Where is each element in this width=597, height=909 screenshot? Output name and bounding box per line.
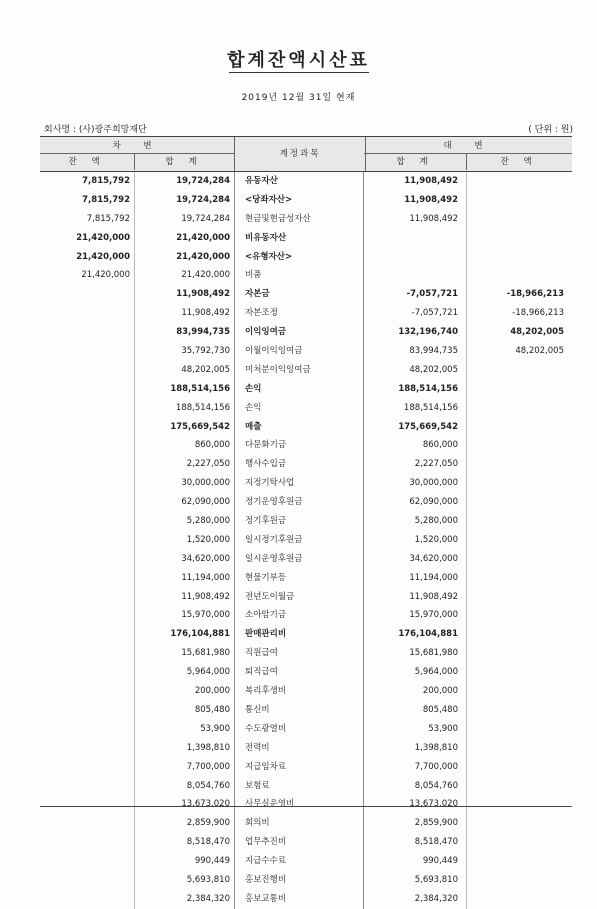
table-row [40, 852, 572, 871]
debit-balance-cell [40, 569, 134, 588]
debit-total-cell: 8,518,470 [186, 837, 230, 848]
credit-total-cell: 2,384,320 [414, 893, 458, 904]
table-row [40, 739, 572, 758]
debit-total-cell: 188,514,156 [170, 383, 230, 394]
debit-total-cell: 11,194,000 [181, 572, 230, 583]
account-name-cell: 비유동자산 [234, 229, 364, 248]
table-row [40, 455, 572, 474]
account-name-cell: 매출 [234, 418, 364, 437]
account-name-cell: 현금및현금성자산 [234, 210, 364, 229]
table-row [40, 569, 572, 588]
debit-total-cell: 188,514,156 [175, 402, 230, 413]
credit-balance-cell [466, 795, 572, 814]
credit-balance-cell [466, 172, 572, 191]
column-divider [466, 172, 467, 909]
credit-total-cell: 7,700,000 [414, 761, 458, 772]
debit-balance-cell [40, 304, 134, 323]
account-name-cell: 복리후생비 [234, 682, 364, 701]
account-name-cell: 전력비 [234, 739, 364, 758]
table-row [40, 172, 572, 191]
table-row [40, 512, 572, 531]
credit-balance-cell [466, 191, 572, 210]
credit-balance-cell [466, 682, 572, 701]
credit-total-cell: 5,693,810 [414, 874, 458, 885]
credit-balance-cell [466, 814, 572, 833]
table-row [40, 606, 572, 625]
credit-total-cell: 11,908,492 [404, 176, 458, 186]
table-row [40, 418, 572, 437]
table-row [40, 304, 572, 323]
debit-balance-cell [40, 512, 134, 531]
debit-balance-cell [40, 701, 134, 720]
table-row [40, 474, 572, 493]
debit-balance-cell [40, 285, 134, 304]
credit-balance-cell [466, 758, 572, 777]
credit-balance-cell [466, 833, 572, 852]
account-name-cell: 미처분이익잉여금 [234, 361, 364, 380]
credit-balance-cell: -18,966,213 [506, 289, 564, 300]
table-row [40, 323, 572, 342]
account-name-cell: 전년도이월금 [234, 588, 364, 607]
debit-balance-cell [40, 323, 134, 342]
account-name-cell: 정기후원금 [234, 512, 364, 531]
credit-balance-cell [466, 380, 572, 399]
account-name-cell: 자본조정 [234, 304, 364, 323]
credit-total-cell: -7,057,721 [406, 289, 458, 300]
credit-balance-cell: 48,202,005 [510, 327, 564, 338]
account-name-cell: 보험료 [234, 777, 364, 796]
debit-balance-cell [40, 606, 134, 625]
debit-total-cell: 5,693,810 [186, 874, 230, 885]
credit-total-cell: 860,000 [422, 440, 458, 451]
credit-balance-cell [466, 739, 572, 758]
debit-balance-cell: 21,420,000 [81, 270, 130, 281]
table-row [40, 890, 572, 909]
credit-total-cell: 8,054,760 [414, 780, 458, 791]
table-row [40, 266, 572, 285]
credit-total-cell: 5,964,000 [414, 667, 458, 678]
credit-balance-cell [466, 588, 572, 607]
debit-total-cell: 21,420,000 [176, 251, 230, 262]
credit-balance-cell [466, 493, 572, 512]
account-name-cell: 지정기탁사업 [234, 474, 364, 493]
table-row [40, 720, 572, 739]
debit-balance-cell: 7,815,792 [82, 194, 130, 205]
debit-total-cell: 2,384,320 [186, 893, 230, 904]
debit-balance-cell [40, 418, 134, 437]
debit-total-cell: 11,908,492 [181, 591, 230, 602]
credit-total-cell: 990,449 [422, 856, 458, 867]
credit-balance-cell [466, 229, 572, 248]
debit-balance-cell [40, 342, 134, 361]
account-name-cell: 이익잉여금 [234, 323, 364, 342]
table-bottom-border [40, 806, 572, 807]
account-name-cell: 수도광열비 [234, 720, 364, 739]
debit-total-cell: 1,520,000 [186, 534, 230, 545]
debit-total-cell: 48,202,005 [181, 364, 230, 375]
debit-balance-cell [40, 720, 134, 739]
credit-total-cell: 1,398,810 [414, 742, 458, 753]
credit-total-cell: 11,908,492 [404, 194, 458, 205]
report-date: 2019년 12월 31일 현재 [241, 93, 356, 103]
debit-balance-cell [40, 852, 134, 871]
account-name-cell: 사무실운영비 [234, 795, 364, 814]
debit-balance-cell [40, 399, 134, 418]
table-row [40, 701, 572, 720]
debit-total-cell: 21,420,000 [176, 232, 230, 243]
credit-total-cell: 62,090,000 [409, 497, 458, 508]
table-row [40, 871, 572, 890]
debit-total-cell: 200,000 [194, 686, 230, 697]
credit-balance-cell [466, 852, 572, 871]
account-name-cell: 손익 [234, 399, 364, 418]
debit-total-cell: 15,970,000 [181, 610, 230, 621]
debit-total-cell: 176,104,881 [170, 629, 230, 640]
debit-total-cell: 805,480 [194, 704, 230, 715]
table-row [40, 399, 572, 418]
debit-total-cell: 62,090,000 [181, 497, 230, 508]
debit-balance-cell [40, 663, 134, 682]
debit-balance-cell [40, 777, 134, 796]
credit-total-cell: 188,514,156 [398, 383, 458, 394]
account-name-cell: 일시정기후원금 [234, 531, 364, 550]
table-row [40, 588, 572, 607]
debit-header: 차 변 [40, 139, 234, 154]
unit-label: ( 단위 : 원) [528, 125, 573, 135]
credit-balance-cell [466, 720, 572, 739]
account-name-cell: 일시운영후원금 [234, 550, 364, 569]
debit-balance-cell [40, 436, 134, 455]
document-title: 합계잔액시산표 [227, 50, 370, 71]
credit-balance-cell [466, 890, 572, 909]
credit-total-cell: 1,520,000 [414, 534, 458, 545]
debit-total-header: 합 계 [165, 157, 203, 167]
credit-total-cell: 15,970,000 [409, 610, 458, 621]
account-name-cell: <당좌자산> [234, 191, 364, 210]
account-name-cell: 이월이익잉여금 [234, 342, 364, 361]
debit-total-cell: 990,449 [194, 856, 230, 867]
table-row [40, 436, 572, 455]
table-row [40, 625, 572, 644]
credit-balance-cell [466, 436, 572, 455]
debit-total-cell: 2,227,050 [186, 459, 230, 470]
debit-balance-cell [40, 758, 134, 777]
debit-balance-cell [40, 550, 134, 569]
credit-total-header: 합 계 [364, 154, 467, 170]
debit-total-cell: 19,724,284 [176, 176, 230, 186]
account-name-cell: 홍보교통비 [234, 890, 364, 909]
debit-total-cell: 175,669,542 [170, 421, 230, 432]
credit-total-cell: 11,908,492 [409, 213, 458, 224]
account-name-cell: 자본금 [234, 285, 364, 304]
credit-total-cell [364, 229, 466, 248]
table-row [40, 663, 572, 682]
table-row [40, 644, 572, 663]
account-name-cell: 지급임차료 [234, 758, 364, 777]
account-name-cell: 판매관리비 [234, 625, 364, 644]
table-row [40, 777, 572, 796]
table-body [40, 172, 572, 909]
table-row [40, 493, 572, 512]
debit-balance-cell [40, 625, 134, 644]
table-row [40, 550, 572, 569]
debit-balance-header: 잔 액 [40, 154, 135, 170]
account-name-cell: 지급수수료 [234, 852, 364, 871]
credit-balance-cell [466, 399, 572, 418]
account-name-cell: <유형자산> [234, 248, 364, 267]
debit-balance-cell: 7,815,792 [86, 213, 130, 224]
account-name-cell: 퇴직급여 [234, 663, 364, 682]
account-name-cell: 회의비 [234, 814, 364, 833]
debit-balance-cell [40, 380, 134, 399]
debit-balance-cell [40, 361, 134, 380]
account-name-cell: 다문화기금 [234, 436, 364, 455]
credit-total-cell: 188,514,156 [403, 402, 458, 413]
credit-balance-cell [466, 644, 572, 663]
debit-total-cell: 83,994,735 [176, 327, 230, 338]
credit-balance-cell [466, 418, 572, 437]
table-header [40, 136, 572, 172]
credit-balance-cell [466, 210, 572, 229]
credit-total-cell: 2,859,900 [414, 818, 458, 829]
account-name-cell: 직원급여 [234, 644, 364, 663]
debit-total-cell: 5,964,000 [186, 667, 230, 678]
debit-balance-cell [40, 474, 134, 493]
table-row [40, 248, 572, 267]
credit-balance-cell [466, 474, 572, 493]
debit-total-cell: 19,724,284 [181, 213, 230, 224]
account-header: 계정과목 [234, 137, 366, 171]
debit-balance-cell [40, 871, 134, 890]
debit-balance-cell [40, 682, 134, 701]
debit-balance-cell [40, 531, 134, 550]
debit-total-cell: 15,681,980 [181, 648, 230, 659]
table-row [40, 531, 572, 550]
credit-balance-cell [466, 361, 572, 380]
debit-total-cell: 5,280,000 [186, 516, 230, 527]
credit-header: 대 변 [364, 139, 572, 154]
credit-balance-cell [466, 606, 572, 625]
credit-total-cell: 11,908,492 [409, 591, 458, 602]
credit-total-cell: 805,480 [422, 704, 458, 715]
credit-balance-cell [466, 550, 572, 569]
credit-balance-cell [466, 266, 572, 285]
debit-total-cell: 860,000 [194, 440, 230, 451]
credit-balance-cell [466, 701, 572, 720]
table-row [40, 833, 572, 852]
credit-balance-cell [466, 625, 572, 644]
table-row [40, 285, 572, 304]
credit-total-cell: 176,104,881 [398, 629, 458, 640]
debit-balance-cell [40, 493, 134, 512]
account-name-cell: 행사수입금 [234, 455, 364, 474]
credit-total-cell: 13,673,020 [409, 799, 458, 810]
debit-total-cell: 8,054,760 [186, 780, 230, 791]
credit-balance-cell [466, 512, 572, 531]
debit-total-cell: 30,000,000 [181, 478, 230, 489]
credit-total-cell: 175,669,542 [398, 421, 458, 432]
table-row [40, 795, 572, 814]
account-name-cell: 유동자산 [234, 172, 364, 191]
debit-balance-cell [40, 739, 134, 758]
debit-total-cell: 19,724,284 [176, 194, 230, 205]
debit-total-cell: 13,673,020 [181, 799, 230, 810]
debit-balance-cell [40, 644, 134, 663]
credit-balance-cell [466, 871, 572, 890]
credit-balance-cell [466, 455, 572, 474]
credit-total-cell: -7,057,721 [411, 308, 458, 319]
credit-balance-header: 잔 액 [500, 157, 538, 167]
table-row [40, 191, 572, 210]
company-name: 회사명 : (사)광주희망재단 [44, 125, 147, 135]
debit-total-cell: 53,900 [200, 723, 230, 734]
credit-balance-cell [466, 531, 572, 550]
table-row [40, 682, 572, 701]
table-row [40, 361, 572, 380]
account-name-cell: 현물기부등 [234, 569, 364, 588]
credit-total-cell: 5,280,000 [414, 516, 458, 527]
debit-total-cell: 34,620,000 [181, 553, 230, 564]
credit-total-cell [364, 266, 466, 285]
account-name-cell: 소아암기금 [234, 606, 364, 625]
column-divider [134, 172, 135, 909]
table-row [40, 210, 572, 229]
debit-total-cell: 2,859,900 [186, 818, 230, 829]
credit-total-cell: 48,202,005 [409, 364, 458, 375]
credit-total-cell: 132,196,740 [398, 327, 458, 338]
table-row [40, 814, 572, 833]
account-name-cell: 업무추진비 [234, 833, 364, 852]
credit-balance-cell: 48,202,005 [515, 346, 564, 357]
credit-balance-cell [466, 777, 572, 796]
credit-total-cell: 200,000 [422, 686, 458, 697]
credit-total-cell: 53,900 [428, 723, 458, 734]
credit-balance-cell [466, 248, 572, 267]
credit-total-cell: 11,194,000 [409, 572, 458, 583]
table-row [40, 380, 572, 399]
debit-balance-cell: 21,420,000 [76, 251, 130, 262]
credit-total-cell: 34,620,000 [409, 553, 458, 564]
credit-total-cell: 8,518,470 [414, 837, 458, 848]
account-name-cell: 통신비 [234, 701, 364, 720]
title-underline [229, 72, 369, 73]
account-name-cell: 정기운영후원금 [234, 493, 364, 512]
table-row [40, 758, 572, 777]
debit-balance-cell [40, 890, 134, 909]
debit-balance-cell: 7,815,792 [82, 176, 130, 186]
credit-total-cell: 15,681,980 [409, 648, 458, 659]
debit-balance-cell [40, 833, 134, 852]
account-name-cell: 손익 [234, 380, 364, 399]
credit-balance-cell: -18,966,213 [512, 308, 564, 319]
debit-balance-cell [40, 455, 134, 474]
table-row [40, 229, 572, 248]
debit-balance-cell [40, 795, 134, 814]
trial-balance-table [40, 136, 572, 909]
credit-total-cell: 30,000,000 [409, 478, 458, 489]
debit-balance-cell [40, 588, 134, 607]
credit-balance-cell [466, 663, 572, 682]
debit-total-cell: 35,792,730 [181, 346, 230, 357]
credit-total-cell [364, 248, 466, 267]
debit-total-cell: 1,398,810 [186, 742, 230, 753]
table-row [40, 342, 572, 361]
debit-balance-cell: 21,420,000 [76, 232, 130, 243]
credit-total-cell: 2,227,050 [414, 459, 458, 470]
debit-total-cell: 7,700,000 [186, 761, 230, 772]
account-name-cell: 홍보진행비 [234, 871, 364, 890]
debit-total-cell: 11,908,492 [176, 289, 230, 300]
account-name-cell: 비품 [234, 266, 364, 285]
debit-total-cell: 21,420,000 [181, 270, 230, 281]
debit-total-cell: 11,908,492 [181, 308, 230, 319]
credit-total-cell: 83,994,735 [409, 346, 458, 357]
debit-balance-cell [40, 814, 134, 833]
credit-balance-cell [466, 569, 572, 588]
